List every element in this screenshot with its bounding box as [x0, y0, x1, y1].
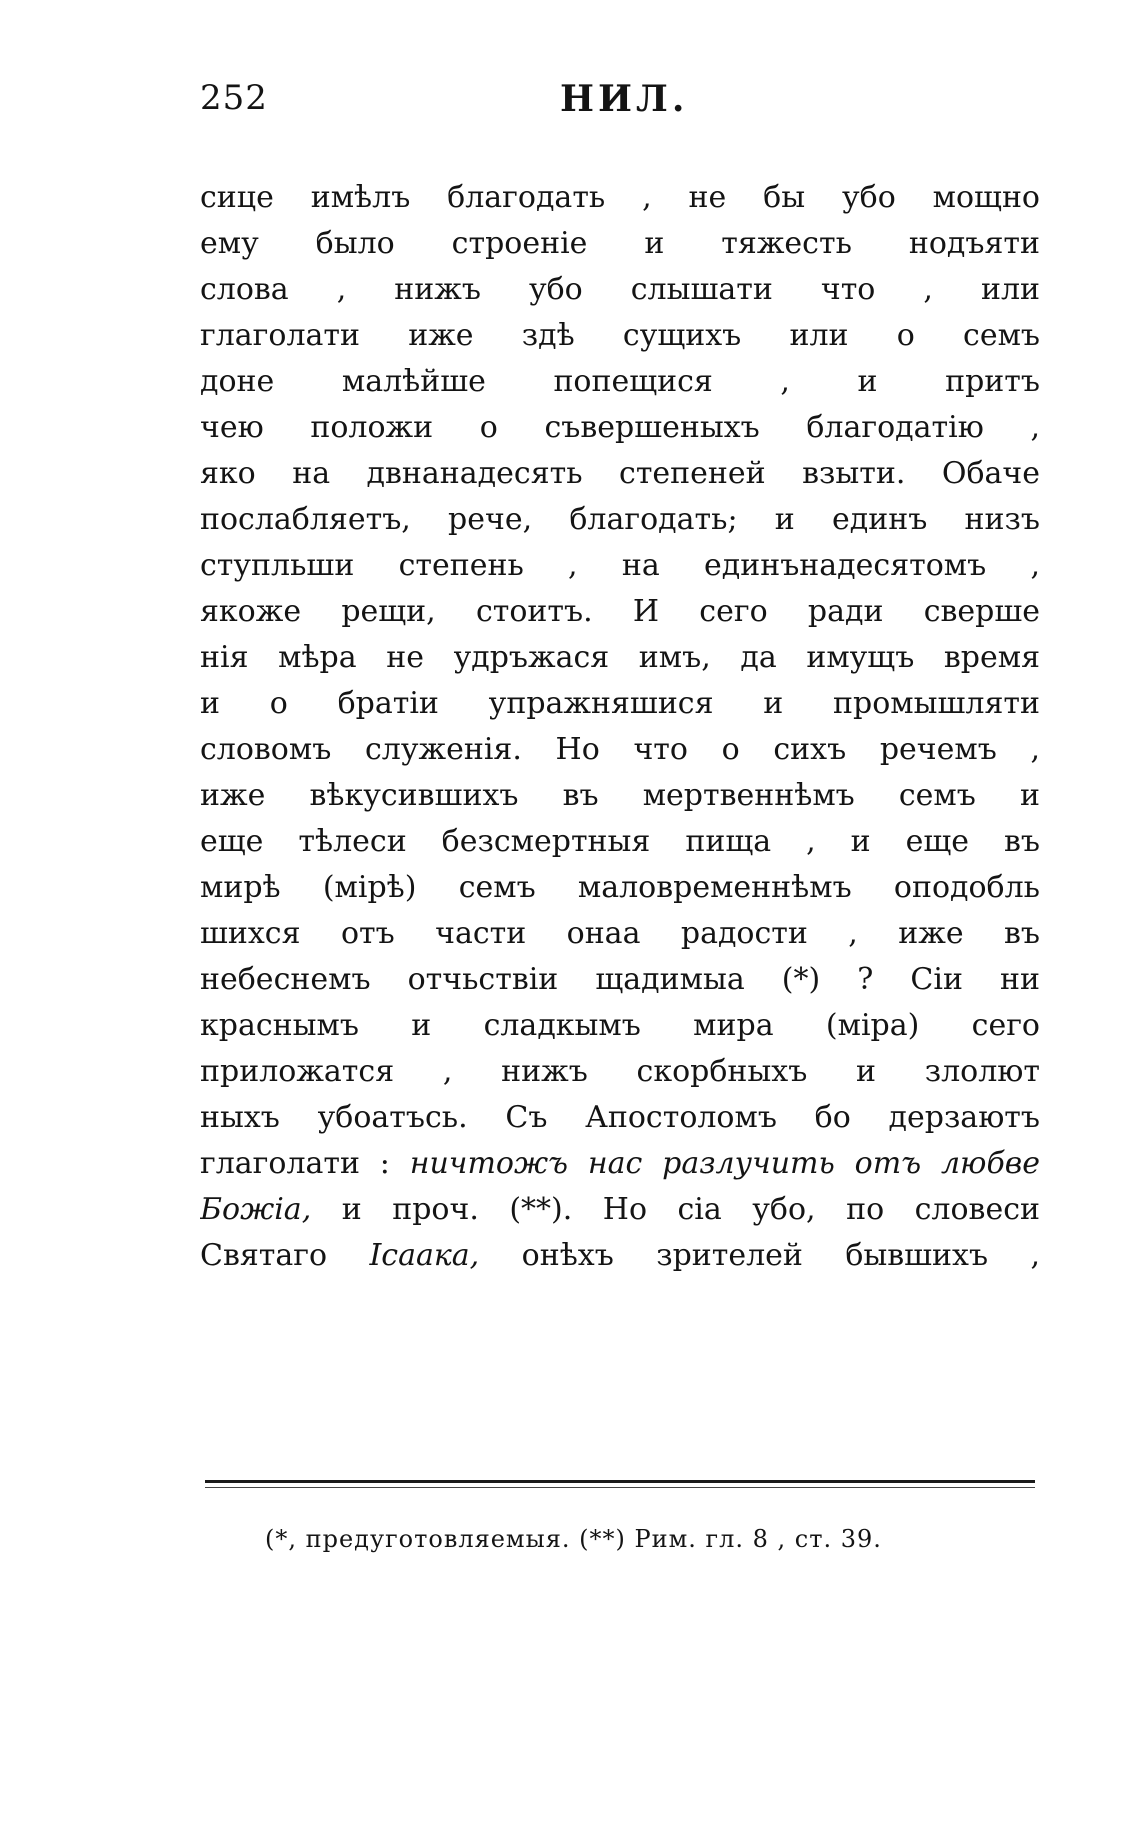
text-line: шихся отъ части онаа радости , иже въ: [200, 916, 1040, 951]
text-line: ему было строеніе и тяжесть нодъяти: [200, 226, 1040, 261]
text-line: якоже рещи, стоитъ. И сего ради сверше: [200, 594, 1040, 629]
text-line: слова , нижъ убо слышати что , или: [200, 272, 1040, 307]
text-fragment: Святаго: [200, 1238, 328, 1273]
text-line-citation: [200, 1141, 1040, 1187]
running-title: НИЛ.: [560, 78, 689, 120]
text-line: еще тѣлеси безсмертныя пища , и еще въ: [200, 824, 1040, 859]
running-head: [200, 78, 1040, 128]
page-number: 252: [200, 78, 268, 118]
text-fragment: и проч. (**). Но сіа убо, по словеси: [341, 1192, 1040, 1227]
text-line: сице имѣлъ благодать , не бы убо мощно: [200, 180, 1040, 215]
text-line: краснымъ и сладкымъ мира (міра) сего: [200, 1008, 1040, 1043]
text-line: мирѣ (мірѣ) семъ маловременнѣмъ оподобль: [200, 870, 1040, 905]
footnote-rule-thin: [205, 1487, 1035, 1488]
text-line: приложатся , нижъ скорбныхъ и злолют: [200, 1054, 1040, 1089]
text-line: послабляетъ, рече, благодать; и единъ низъ: [200, 502, 1040, 537]
text-line: доне малѣйше попещися , и притъ: [200, 364, 1040, 399]
italic-quote: Божіа,: [200, 1192, 312, 1227]
text-line: иже вѣкусившихъ въ мертвеннѣмъ семъ и: [200, 778, 1040, 813]
text-line: глаголати иже здѣ сущихъ или о семъ: [200, 318, 1040, 353]
italic-name: Ісаака,: [369, 1238, 480, 1273]
text-line: ступльши степень , на единънадесятомъ ,: [200, 548, 1040, 583]
text-line: ныхъ убоатъсь. Съ Апостоломъ бо дерзаютъ: [200, 1100, 1040, 1135]
italic-quote: ничтожъ нас разлучить отъ любве: [409, 1146, 1040, 1181]
footnote-rule: [205, 1480, 1035, 1483]
text-line: чею положи о съвершеныхъ благодатію ,: [200, 410, 1040, 445]
body-text: [200, 175, 1040, 1279]
text-fragment: глаголати :: [200, 1146, 390, 1181]
text-line: словомъ служенія. Но что о сихъ речемъ ,: [200, 732, 1040, 767]
text-line-citation: [200, 1187, 1040, 1233]
text-line: яко на двнанадесять степеней взыти. Обаче: [200, 456, 1040, 491]
text-fragment: онѣхъ зрителей бывшихъ ,: [521, 1238, 1040, 1273]
footnote: (*, предуготовляемыя. (**) Рим. гл. 8 , ст. 39.: [265, 1525, 882, 1553]
text-line: небеснемъ отчьствіи щадимыа (*) ? Сіи ни: [200, 962, 1040, 997]
text-line-final: [200, 1233, 1040, 1279]
text-line: нія мѣра не удръжася имъ, да имущъ время: [200, 640, 1040, 675]
text-line: и о братіи упражняшися и промышляти: [200, 686, 1040, 721]
